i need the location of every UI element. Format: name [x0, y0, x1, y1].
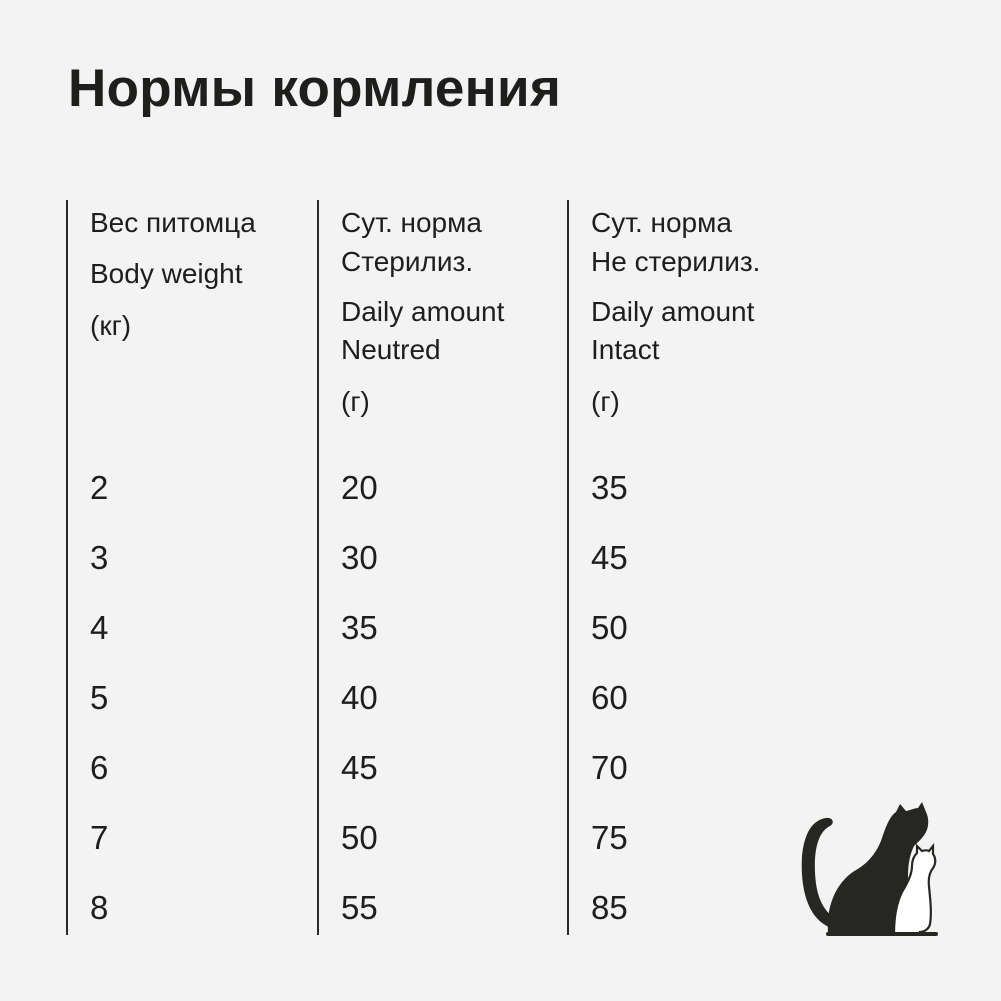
- column-header-line: Daily amount: [341, 296, 505, 327]
- column-header-line: Neutred: [341, 334, 441, 365]
- table-cell: 60: [591, 679, 628, 716]
- table-cell: 20: [341, 469, 378, 506]
- column-header-line: Intact: [591, 334, 660, 365]
- column-header-unit: (кг): [90, 310, 132, 341]
- cat-ground: [826, 932, 938, 936]
- column-header-line: Сут. норма: [591, 207, 732, 238]
- column-intact: [567, 200, 761, 935]
- column-header-line: Не стерилиз.: [591, 246, 761, 277]
- table-cell: 70: [591, 749, 628, 786]
- table-cell: 7: [90, 819, 109, 856]
- column-header-line: Body weight: [90, 258, 243, 289]
- column-body-weight: [66, 200, 256, 935]
- table-cell: 50: [591, 609, 628, 646]
- table-cell: 6: [90, 749, 109, 786]
- page-title: Нормы кормления: [68, 59, 562, 118]
- cat-silhouette-icon: [790, 798, 940, 938]
- table-cell: 30: [341, 539, 378, 576]
- table-cell: 35: [341, 609, 378, 646]
- table-cell: 45: [591, 539, 628, 576]
- table-cell: 45: [341, 749, 378, 786]
- table-cell: 4: [90, 609, 109, 646]
- table-cell: 2: [90, 469, 109, 506]
- column-header-line: Сут. норма: [341, 207, 482, 238]
- table-cell: 40: [341, 679, 378, 716]
- table-cell: 50: [341, 819, 378, 856]
- column-header-unit: (г): [341, 386, 370, 417]
- column-header-line: Вес питомца: [90, 207, 256, 238]
- table-cell: 55: [341, 889, 378, 926]
- table-cell: 35: [591, 469, 628, 506]
- column-header-line: Стерилиз.: [341, 246, 474, 277]
- table-cell: 3: [90, 539, 109, 576]
- table-cell: 8: [90, 889, 109, 926]
- column-neutered: [317, 200, 505, 935]
- table-cell: 85: [591, 889, 628, 926]
- table-cell: 5: [90, 679, 109, 716]
- column-header-unit: (г): [591, 386, 620, 417]
- table-cell: 75: [591, 819, 628, 856]
- column-header-line: Daily amount: [591, 296, 755, 327]
